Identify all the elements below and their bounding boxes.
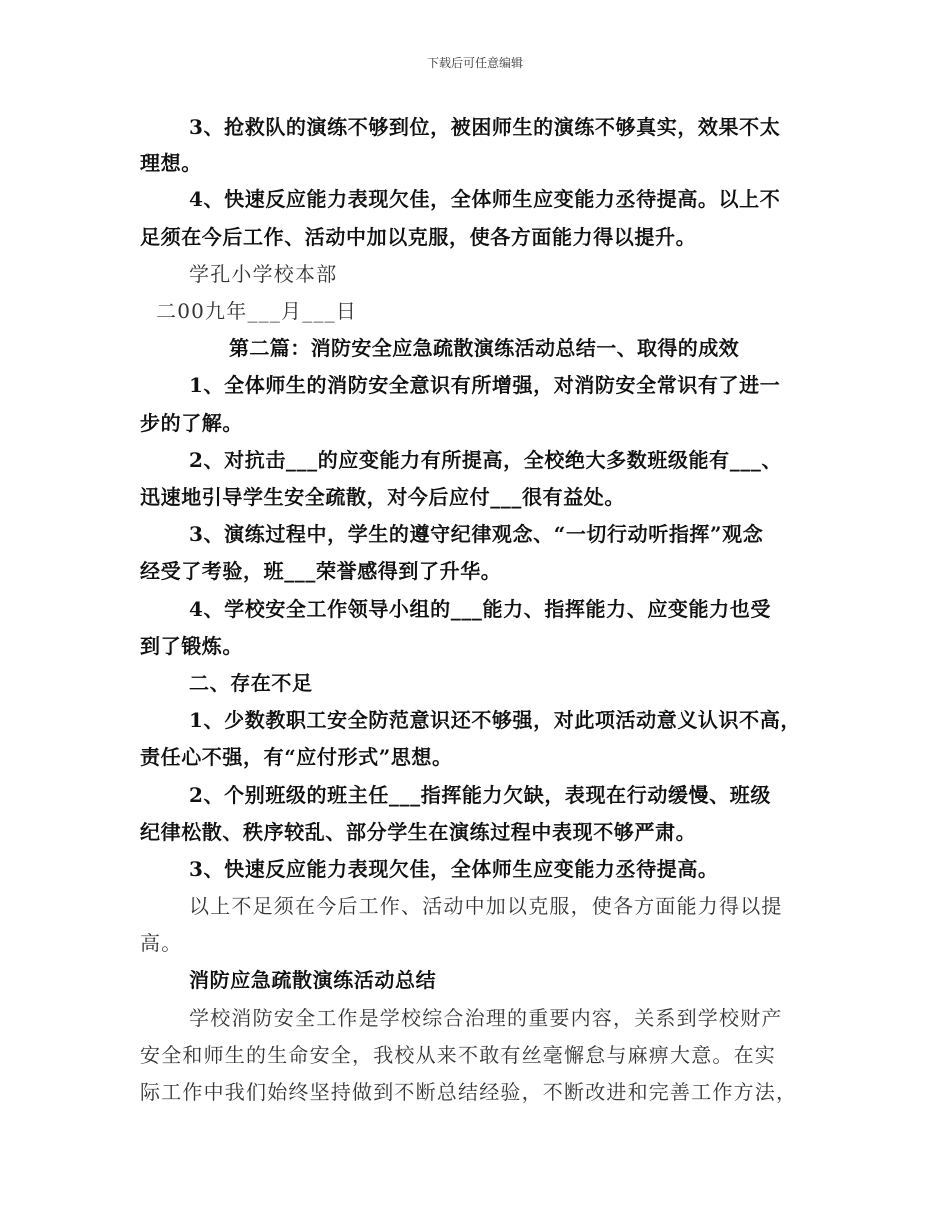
text-line: 以上不足须在今后工作、活动中加以克服，使各方面能力得以提: [189, 894, 783, 918]
text-line: 经受了考验，班___荣誉感得到了升华。: [140, 559, 502, 583]
text-line: 迅速地引导学生安全疏散，对今后应付___很有益处。: [140, 485, 625, 509]
section-heading: 第二篇：消防安全应急疏散演练活动总结一、取得的成效: [229, 336, 739, 360]
section-title: 消防应急疏散演练活动总结: [189, 968, 437, 992]
text-line: 2、对抗击___的应变能力有所提高，全校绝大多数班级能有___、: [189, 448, 783, 472]
text-line: 纪律松散、秩序较乱、部分学生在演练过程中表现不够严肃。: [140, 820, 697, 844]
text-line: 足须在今后工作、活动中加以克服，使各方面能力得以提升。: [140, 225, 697, 249]
text-line: 4、快速反应能力表现欠佳，全体师生应变能力丞待提高。以上不: [189, 187, 781, 211]
text-line: 到了锻炼。: [140, 634, 243, 658]
signature-org: 学孔小学校本部: [189, 262, 338, 286]
text-line: 3、抢救队的演练不够到位，被困师生的演练不够真实，效果不太: [189, 115, 781, 139]
text-line: 1、全体师生的消防安全意识有所增强，对消防安全常识有了进一: [189, 373, 781, 397]
section-subheading: 二、存在不足: [189, 671, 313, 695]
text-line: 1、少数教职工安全防范意识还不够强，对此项活动意义认识不高，: [189, 708, 801, 732]
text-line: 责任心不强，有“应付形式”思想。: [140, 745, 453, 769]
text-line: 2、个别班级的班主任___指挥能力欠缺，表现在行动缓慢、班级: [189, 783, 771, 807]
text-line: 步的了解。: [140, 411, 243, 435]
text-line: 高。: [140, 931, 183, 955]
text-line: 理想。: [140, 151, 202, 175]
text-line: 际工作中我们始终坚持做到不断总结经验，不断改进和完善工作方法，: [140, 1080, 798, 1104]
text-line: 3、演练过程中，学生的遵守纪律观念、“一切行动听指挥”观念: [189, 522, 764, 546]
text-line: 安全和师生的生命安全，我校从来不敢有丝毫懈怠与麻痹大意。在实: [140, 1043, 776, 1067]
text-line: 3、快速反应能力表现欠佳，全体师生应变能力丞待提高。: [189, 857, 719, 881]
signature-date: 二00九年___月___日: [156, 299, 358, 323]
text-line: 4、学校安全工作领导小组的___能力、指挥能力、应变能力也受: [189, 597, 771, 621]
text-line: 学校消防安全工作是学校综合治理的重要内容，关系到学校财产: [189, 1006, 783, 1030]
page-header: 下载后可任意编辑: [426, 56, 523, 70]
